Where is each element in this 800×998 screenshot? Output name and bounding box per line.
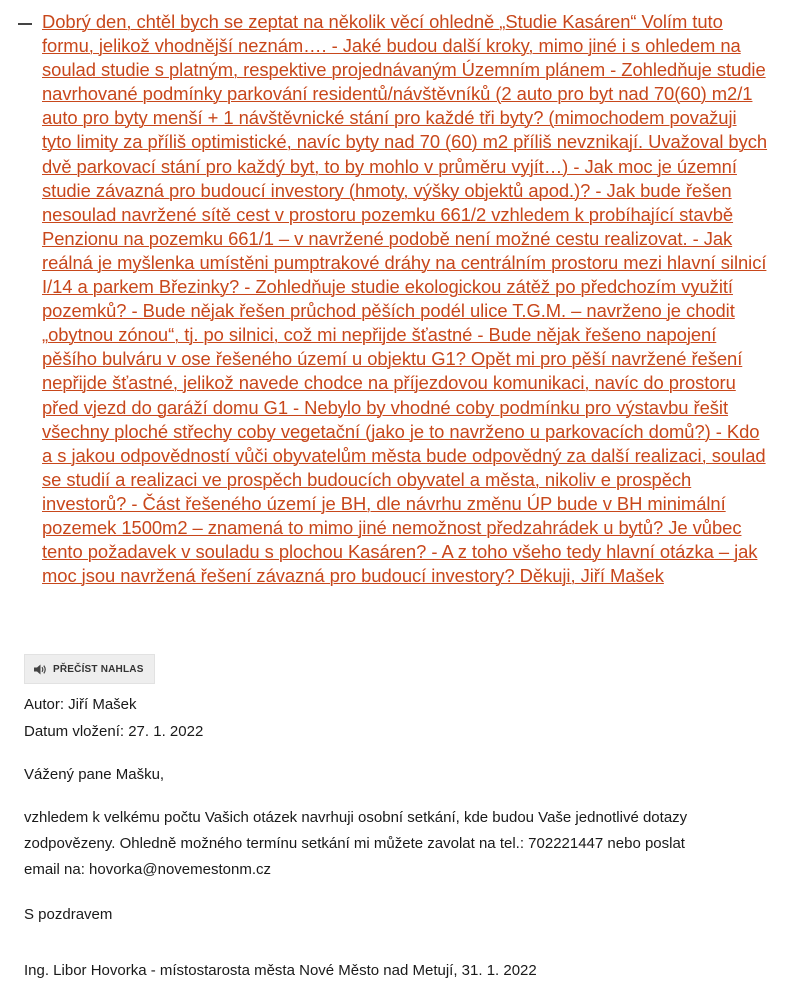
read-aloud-button[interactable]	[24, 654, 155, 684]
date-line	[24, 722, 203, 742]
speaker-icon	[34, 664, 47, 675]
question-block	[18, 10, 778, 588]
date-value: 27. 1. 2022	[128, 723, 204, 740]
answer-greeting: Vážený pane Mašku,	[24, 766, 165, 783]
dash-marker	[18, 23, 32, 25]
answer-paragraph: vzhledem k velkému počtu Vašich otázek navrhuji osobní setkání, kde budou Vaše jednotlivé dotazy zodpovězeny. Ohledně možného termínu setkání mi můžete zavolat na tel.: 702221447 nebo poslat email na: hovorka@novemestonm.cz	[24, 809, 688, 878]
answer-signature: Ing. Libor Hovorka - místostarosta města Nové Město nad Metují, 31. 1. 2022	[24, 962, 537, 979]
read-aloud-label: PŘEČÍST NAHLAS	[53, 663, 144, 675]
author-line: Autor: Jiří Mašek	[24, 696, 137, 713]
question-link[interactable]: Dobrý den, chtěl bych se zeptat na několik věcí ohledně „Studie Kasáren“ Volím tuto formu, jelikož vhodnější neznám…. - Jaké budou další kroky, mimo jiné i s ohledem na soulad studie s platným, respektive projednávaným Územním plánem - Zohledňuje studie navrhované podmínky parkování residentů/návštěvníků (2 auto pro byt nad 70(60) m2/1 auto pro byty menší + 1 návštěvnické stání pro každé tři byty? (mimochodem považuji tyto limity za příliš optimistické, navíc byty nad 70 (60) m2 příliš nevznikají. Uvažoval bych dvě parkovací stání pro každý byt, to by mohlo v průměru vyjít…) - Jak moc je územní studie závazná pro budoucí investory (hmoty, výšky objektů apod.)? - Jak bude řešen nesoulad navržené sítě cest v prostoru pozemku 661/2 vzhledem k probíhající stavbě Penzionu na pozemku 661/1 – v navržené podobě není možné cestu realizovat. - Jak reálná je myšlenka umístěni pumptrakové dráhy na centrálním prostoru mezi hlavní silnicí I/14 a parkem Březinky? - Zohledňuje studie ekologickou zátěž po předchozím využití pozemků? - Bude nějak řešen průchod pěších podél ulice T.G.M. – navrženo je chodit „obytnou zónou“, tj. po silnici, což mi nepřijde šťastné - Bude nějak řešeno napojení pěšího bulváru v ose řešeného území u objektu G1? Opět mi pro pěší navržené řešení nepřijde šťastné, jelikož navede chodce na příjezdovou komunikaci, navíc do prostoru před vjezd do garáží domu G1 - Nebylo by vhodné coby podmínku pro výstavbu řešit všechny ploché střechy coby vegetační (jako je to navrženo u parkovacích domů?) - Kdo a s jakou odpovědností vůči obyvatelům města bude odpovědný za další realizaci, soulad se studií a realizaci ve prospěch budoucích obyvatel a města, nikoliv e prospěch investorů? - Část řešeného území je BH, dle návrhu změnu ÚP bude v BH minimální pozemek 1500m2 – znamená to mimo jiné nemožnost předzahrádek u bytů? Je vůbec tento požadavek v souladu s plochou Kasáren? - A z toho všeho tedy hlavní otázka – jak moc jsou navržená řešení závazná pro budoucí investory? Děkuji, Jiří Mašek	[42, 11, 768, 587]
date-label: Datum vložení:	[24, 723, 125, 740]
answer-closing: S pozdravem	[24, 906, 113, 923]
